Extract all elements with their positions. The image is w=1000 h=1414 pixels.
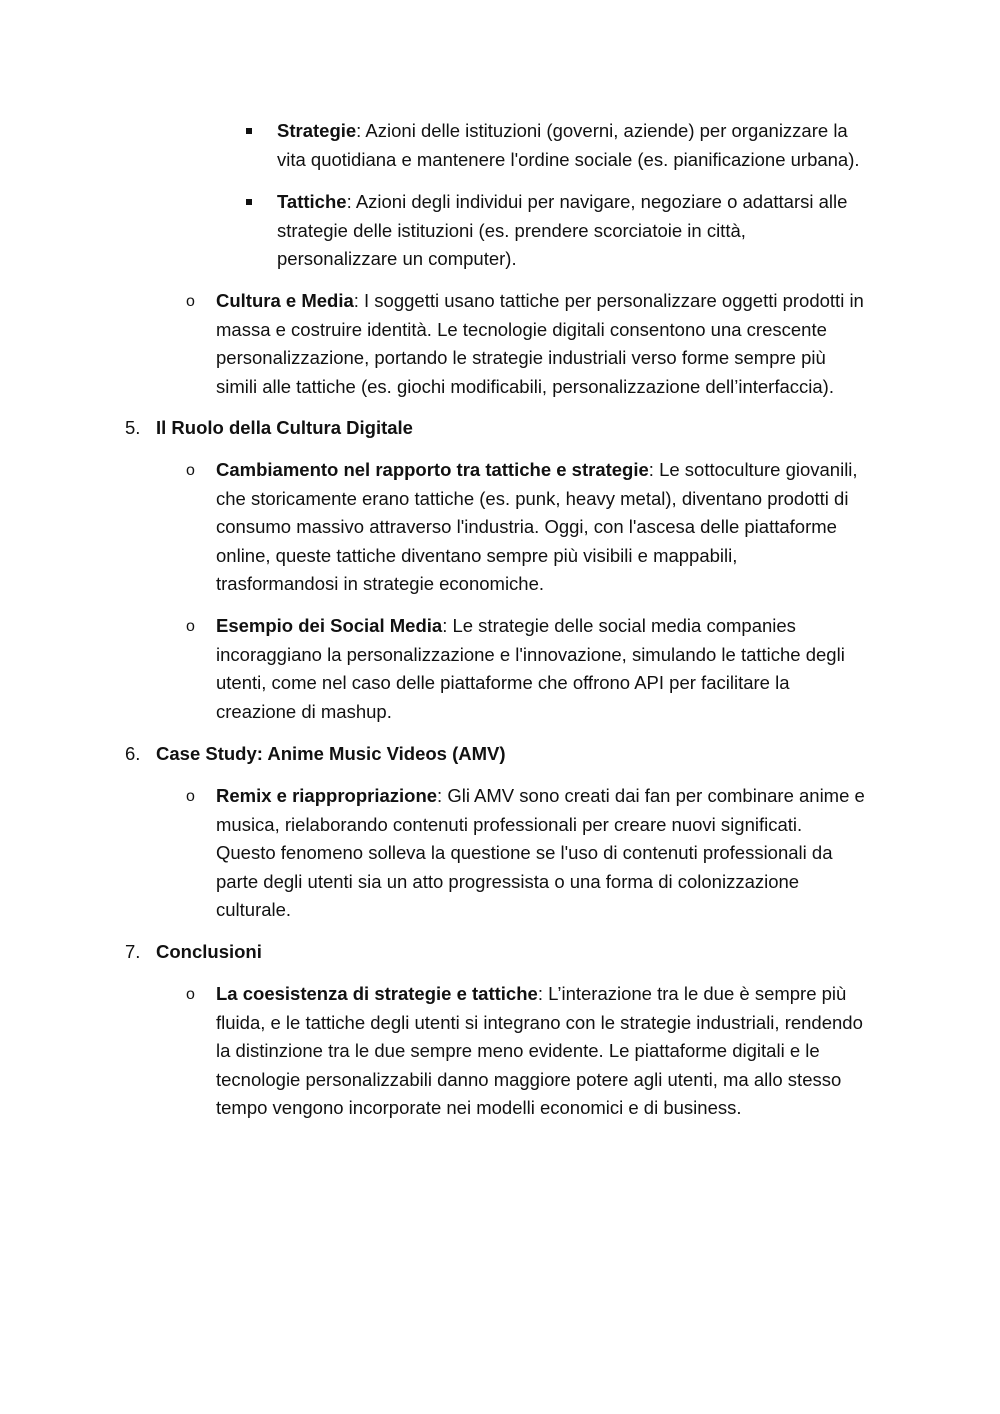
term: Cambiamento nel rapporto tra tattiche e strategie: [216, 459, 649, 480]
circle-bullet-icon: o: [186, 293, 195, 310]
term: Remix e riappropriazione: [216, 785, 438, 806]
term: Esempio dei Social Media: [216, 615, 443, 636]
term: Tattiche: [277, 191, 347, 212]
circle-bullet-icon: o: [186, 986, 195, 1003]
section-heading: Il Ruolo della Cultura Digitale: [156, 417, 413, 438]
term: Cultura e Media: [216, 290, 354, 311]
section-number: 7.: [125, 941, 141, 962]
section-number: 5.: [125, 417, 141, 438]
term: La coesistenza di strategie e tattiche: [216, 983, 538, 1004]
circle-bullet-icon: o: [186, 462, 195, 479]
item-remix: Remix e riappropriazione: Gli AMV sono creati dai fan per combinare anime e musica, rielaborando contenuti professionali per creare nuovi significati. Questo fenomeno solleva la questione se l'uso di contenuti professionali da parte degli utenti sia un atto progressista o una forma di colonizzazione culturale.: [216, 785, 865, 920]
item-coesistenza: La coesistenza di strategie e tattiche: L’interazione tra le due è sempre più fluida, e le tattiche degli utenti si integrano con le strategie industriali, rendendo la distinzione tra le due sempre meno evidente. Le piattaforme digitali e le tecnologie personalizzabili danno maggiore potere agli utenti, ma allo stesso tempo vengono incorporate nei modelli economici e di business.: [216, 983, 863, 1118]
bullet-strategie: Strategie: Azioni delle istituzioni (governi, aziende) per organizzare la vita quotidiana e mantenere l'ordine sociale (es. pianificazione urbana).: [277, 120, 860, 170]
bullet-tattiche: Tattiche: Azioni degli individui per navigare, negoziare o adattarsi alle strategie delle istituzioni (es. prendere scorciatoie in città, personalizzare un computer).: [277, 191, 848, 269]
section-heading: Conclusioni: [156, 941, 262, 962]
square-bullet-icon: [246, 199, 252, 205]
item-cultura-media: Cultura e Media: I soggetti usano tattiche per personalizzare oggetti prodotti in massa e costruire identità. Le tecnologie digitali consentono una crescente personalizzazione, portando le strategie industriali verso forme sempre più simili alle tattiche (es. giochi modificabili, personalizzazione dell’interfaccia).: [216, 290, 864, 397]
section-number: 6.: [125, 743, 141, 764]
item-social-media: Esempio dei Social Media: Le strategie delle social media companies incoraggiano la personalizzazione e l'innovazione, simulando le tattiche degli utenti, come nel caso delle piattaforme che offrono API per facilitare la creazione di mashup.: [216, 615, 845, 722]
section-heading: Case Study: Anime Music Videos (AMV): [156, 743, 506, 764]
square-bullet-icon: [246, 128, 252, 134]
circle-bullet-icon: o: [186, 618, 195, 635]
circle-bullet-icon: o: [186, 788, 195, 805]
item-cambiamento: Cambiamento nel rapporto tra tattiche e strategie: Le sottoculture giovanili, che storicamente erano tattiche (es. punk, heavy metal), diventano prodotti di consumo massivo attraverso l'industria. Oggi, con l'ascesa delle piattaforme online, queste tattiche diventano sempre più visibili e mappabili, trasformandosi in strategie economiche.: [216, 459, 858, 594]
term: Strategie: [277, 120, 357, 141]
